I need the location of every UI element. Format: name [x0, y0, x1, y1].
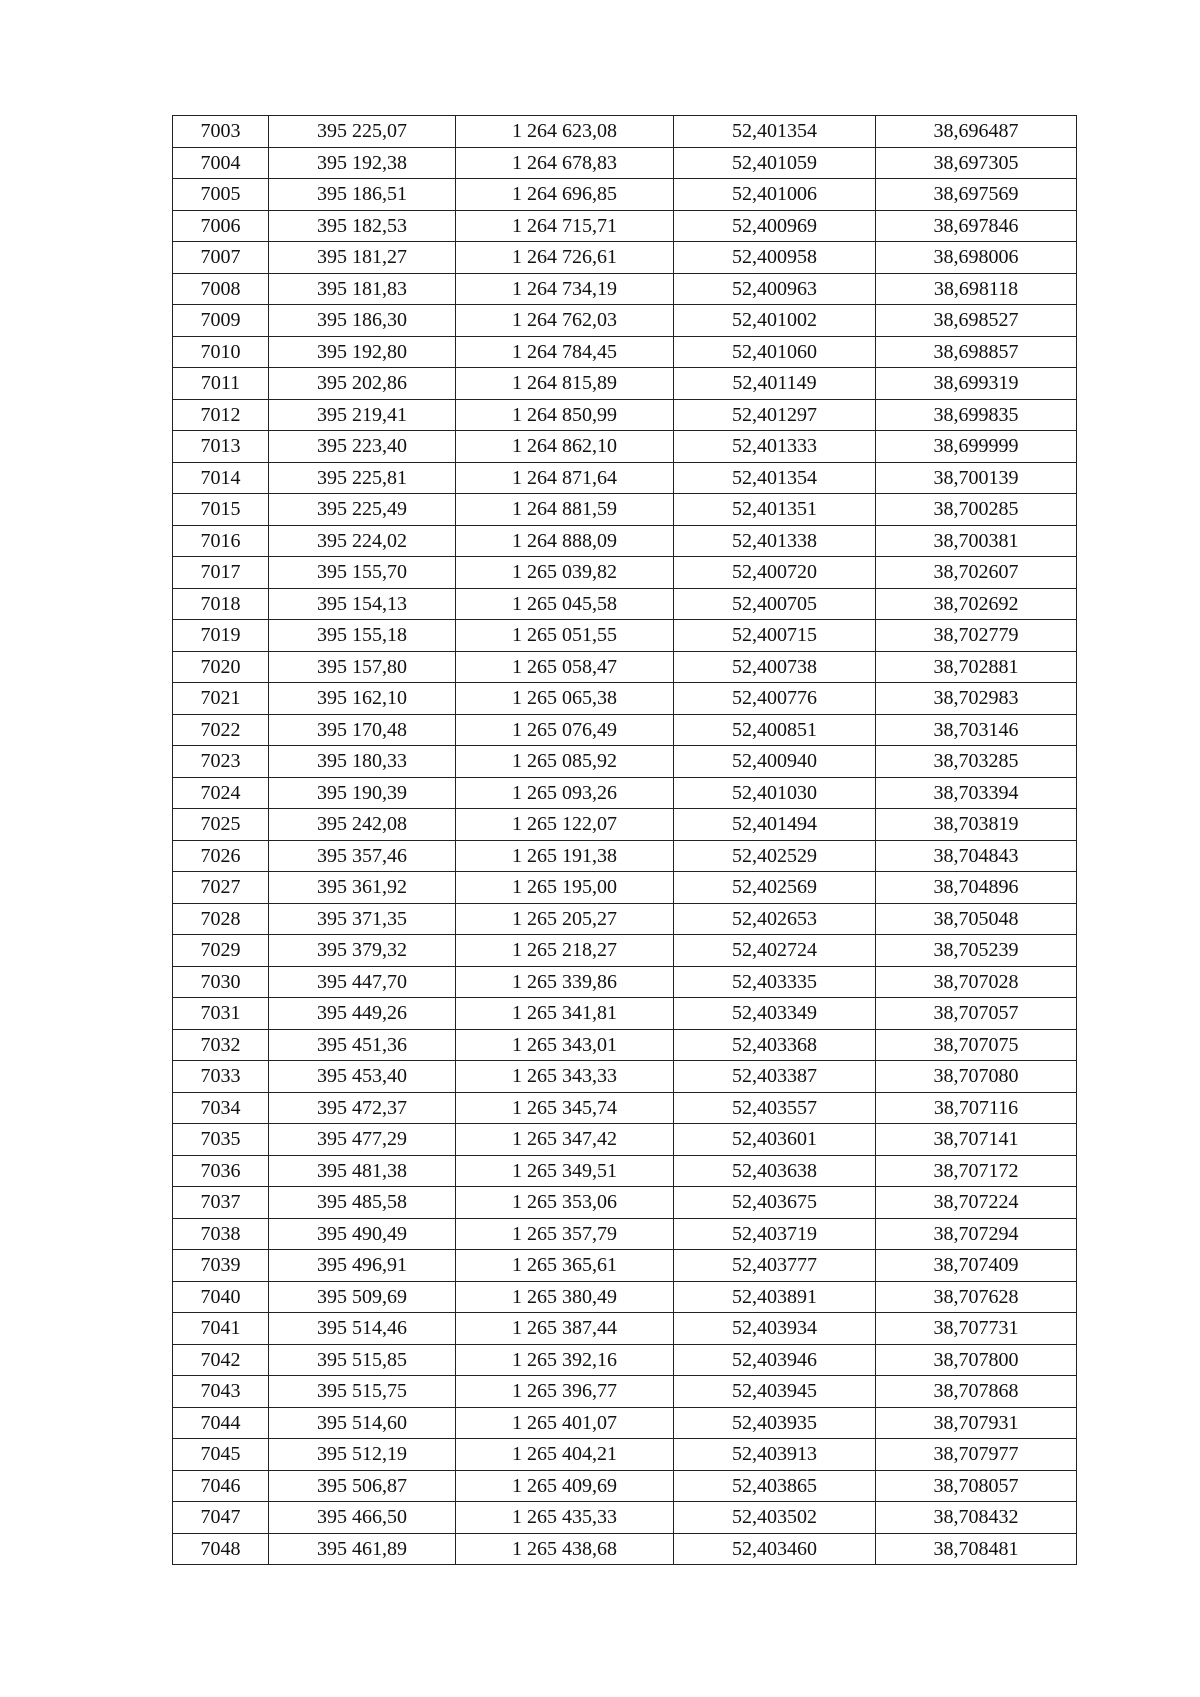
longitude-cell: 38,708481: [876, 1533, 1077, 1565]
longitude-cell: 38,707931: [876, 1407, 1077, 1439]
longitude-cell: 38,696487: [876, 116, 1077, 148]
y-coordinate-cell: 1 264 850,99: [456, 399, 674, 431]
table-row: [173, 525, 1077, 557]
y-coordinate-cell: 1 265 357,79: [456, 1218, 674, 1250]
table-row: [173, 147, 1077, 179]
table-row: [173, 1407, 1077, 1439]
y-coordinate-cell: 1 265 122,07: [456, 809, 674, 841]
table-row: [173, 746, 1077, 778]
x-coordinate-cell: 395 181,83: [269, 273, 456, 305]
point-number-cell: 7036: [173, 1155, 269, 1187]
point-number-cell: 7033: [173, 1061, 269, 1093]
point-number-cell: 7047: [173, 1502, 269, 1534]
longitude-cell: 38,702692: [876, 588, 1077, 620]
x-coordinate-cell: 395 515,75: [269, 1376, 456, 1408]
point-number-cell: 7003: [173, 116, 269, 148]
longitude-cell: 38,703819: [876, 809, 1077, 841]
table-row: [173, 1092, 1077, 1124]
point-number-cell: 7048: [173, 1533, 269, 1565]
latitude-cell: 52,400715: [674, 620, 876, 652]
point-number-cell: 7023: [173, 746, 269, 778]
latitude-cell: 52,402569: [674, 872, 876, 904]
y-coordinate-cell: 1 265 341,81: [456, 998, 674, 1030]
x-coordinate-cell: 395 225,81: [269, 462, 456, 494]
longitude-cell: 38,707731: [876, 1313, 1077, 1345]
latitude-cell: 52,403335: [674, 966, 876, 998]
y-coordinate-cell: 1 265 380,49: [456, 1281, 674, 1313]
x-coordinate-cell: 395 485,58: [269, 1187, 456, 1219]
x-coordinate-cell: 395 186,51: [269, 179, 456, 211]
coordinates-table: [172, 115, 1077, 1565]
x-coordinate-cell: 395 225,49: [269, 494, 456, 526]
point-number-cell: 7005: [173, 179, 269, 211]
table-row: [173, 1124, 1077, 1156]
y-coordinate-cell: 1 265 085,92: [456, 746, 674, 778]
point-number-cell: 7028: [173, 903, 269, 935]
x-coordinate-cell: 395 512,19: [269, 1439, 456, 1471]
latitude-cell: 52,401333: [674, 431, 876, 463]
y-coordinate-cell: 1 265 409,69: [456, 1470, 674, 1502]
point-number-cell: 7015: [173, 494, 269, 526]
point-number-cell: 7031: [173, 998, 269, 1030]
longitude-cell: 38,699999: [876, 431, 1077, 463]
x-coordinate-cell: 395 453,40: [269, 1061, 456, 1093]
y-coordinate-cell: 1 265 065,38: [456, 683, 674, 715]
latitude-cell: 52,401354: [674, 462, 876, 494]
x-coordinate-cell: 395 154,13: [269, 588, 456, 620]
y-coordinate-cell: 1 265 438,68: [456, 1533, 674, 1565]
x-coordinate-cell: 395 514,46: [269, 1313, 456, 1345]
table-row: [173, 651, 1077, 683]
y-coordinate-cell: 1 265 093,26: [456, 777, 674, 809]
point-number-cell: 7017: [173, 557, 269, 589]
latitude-cell: 52,401338: [674, 525, 876, 557]
x-coordinate-cell: 395 202,86: [269, 368, 456, 400]
point-number-cell: 7037: [173, 1187, 269, 1219]
table-row: [173, 683, 1077, 715]
point-number-cell: 7025: [173, 809, 269, 841]
point-number-cell: 7046: [173, 1470, 269, 1502]
longitude-cell: 38,707800: [876, 1344, 1077, 1376]
x-coordinate-cell: 395 449,26: [269, 998, 456, 1030]
x-coordinate-cell: 395 170,48: [269, 714, 456, 746]
table-row: [173, 903, 1077, 935]
table-row: [173, 1061, 1077, 1093]
x-coordinate-cell: 395 379,32: [269, 935, 456, 967]
x-coordinate-cell: 395 223,40: [269, 431, 456, 463]
x-coordinate-cell: 395 357,46: [269, 840, 456, 872]
point-number-cell: 7016: [173, 525, 269, 557]
x-coordinate-cell: 395 466,50: [269, 1502, 456, 1534]
latitude-cell: 52,403719: [674, 1218, 876, 1250]
y-coordinate-cell: 1 264 815,89: [456, 368, 674, 400]
table-row: [173, 210, 1077, 242]
longitude-cell: 38,707868: [876, 1376, 1077, 1408]
y-coordinate-cell: 1 265 349,51: [456, 1155, 674, 1187]
longitude-cell: 38,702881: [876, 651, 1077, 683]
table-row: [173, 336, 1077, 368]
longitude-cell: 38,708432: [876, 1502, 1077, 1534]
x-coordinate-cell: 395 219,41: [269, 399, 456, 431]
longitude-cell: 38,703146: [876, 714, 1077, 746]
point-number-cell: 7018: [173, 588, 269, 620]
longitude-cell: 38,702983: [876, 683, 1077, 715]
point-number-cell: 7034: [173, 1092, 269, 1124]
point-number-cell: 7021: [173, 683, 269, 715]
coordinates-table-body: [173, 116, 1077, 1565]
longitude-cell: 38,707141: [876, 1124, 1077, 1156]
x-coordinate-cell: 395 155,70: [269, 557, 456, 589]
latitude-cell: 52,403557: [674, 1092, 876, 1124]
point-number-cell: 7004: [173, 147, 269, 179]
latitude-cell: 52,403945: [674, 1376, 876, 1408]
table-row: [173, 116, 1077, 148]
longitude-cell: 38,699835: [876, 399, 1077, 431]
x-coordinate-cell: 395 371,35: [269, 903, 456, 935]
x-coordinate-cell: 395 472,37: [269, 1092, 456, 1124]
longitude-cell: 38,698527: [876, 305, 1077, 337]
x-coordinate-cell: 395 162,10: [269, 683, 456, 715]
table-row: [173, 1218, 1077, 1250]
latitude-cell: 52,401030: [674, 777, 876, 809]
y-coordinate-cell: 1 264 784,45: [456, 336, 674, 368]
y-coordinate-cell: 1 264 623,08: [456, 116, 674, 148]
latitude-cell: 52,403368: [674, 1029, 876, 1061]
longitude-cell: 38,700139: [876, 462, 1077, 494]
y-coordinate-cell: 1 265 051,55: [456, 620, 674, 652]
y-coordinate-cell: 1 265 404,21: [456, 1439, 674, 1471]
x-coordinate-cell: 395 224,02: [269, 525, 456, 557]
y-coordinate-cell: 1 265 387,44: [456, 1313, 674, 1345]
longitude-cell: 38,703394: [876, 777, 1077, 809]
table-row: [173, 1187, 1077, 1219]
longitude-cell: 38,707080: [876, 1061, 1077, 1093]
y-coordinate-cell: 1 265 343,33: [456, 1061, 674, 1093]
table-row: [173, 462, 1077, 494]
point-number-cell: 7030: [173, 966, 269, 998]
point-number-cell: 7043: [173, 1376, 269, 1408]
latitude-cell: 52,402653: [674, 903, 876, 935]
y-coordinate-cell: 1 264 762,03: [456, 305, 674, 337]
x-coordinate-cell: 395 451,36: [269, 1029, 456, 1061]
longitude-cell: 38,708057: [876, 1470, 1077, 1502]
y-coordinate-cell: 1 265 353,06: [456, 1187, 674, 1219]
y-coordinate-cell: 1 265 045,58: [456, 588, 674, 620]
longitude-cell: 38,707977: [876, 1439, 1077, 1471]
x-coordinate-cell: 395 490,49: [269, 1218, 456, 1250]
point-number-cell: 7008: [173, 273, 269, 305]
y-coordinate-cell: 1 265 039,82: [456, 557, 674, 589]
point-number-cell: 7027: [173, 872, 269, 904]
point-number-cell: 7032: [173, 1029, 269, 1061]
table-row: [173, 1250, 1077, 1282]
longitude-cell: 38,704896: [876, 872, 1077, 904]
x-coordinate-cell: 395 192,80: [269, 336, 456, 368]
longitude-cell: 38,707628: [876, 1281, 1077, 1313]
latitude-cell: 52,400940: [674, 746, 876, 778]
point-number-cell: 7024: [173, 777, 269, 809]
latitude-cell: 52,401351: [674, 494, 876, 526]
longitude-cell: 38,707294: [876, 1218, 1077, 1250]
latitude-cell: 52,400720: [674, 557, 876, 589]
table-row: [173, 494, 1077, 526]
y-coordinate-cell: 1 264 888,09: [456, 525, 674, 557]
longitude-cell: 38,707116: [876, 1092, 1077, 1124]
y-coordinate-cell: 1 265 339,86: [456, 966, 674, 998]
point-number-cell: 7041: [173, 1313, 269, 1345]
point-number-cell: 7014: [173, 462, 269, 494]
latitude-cell: 52,403913: [674, 1439, 876, 1471]
y-coordinate-cell: 1 265 345,74: [456, 1092, 674, 1124]
latitude-cell: 52,400963: [674, 273, 876, 305]
y-coordinate-cell: 1 265 392,16: [456, 1344, 674, 1376]
table-row: [173, 1502, 1077, 1534]
table-row: [173, 620, 1077, 652]
point-number-cell: 7026: [173, 840, 269, 872]
latitude-cell: 52,400738: [674, 651, 876, 683]
table-row: [173, 1313, 1077, 1345]
longitude-cell: 38,707028: [876, 966, 1077, 998]
longitude-cell: 38,707172: [876, 1155, 1077, 1187]
longitude-cell: 38,697569: [876, 179, 1077, 211]
table-row: [173, 1344, 1077, 1376]
latitude-cell: 52,403946: [674, 1344, 876, 1376]
latitude-cell: 52,403891: [674, 1281, 876, 1313]
point-number-cell: 7029: [173, 935, 269, 967]
latitude-cell: 52,402529: [674, 840, 876, 872]
table-row: [173, 588, 1077, 620]
point-number-cell: 7045: [173, 1439, 269, 1471]
table-row: [173, 273, 1077, 305]
latitude-cell: 52,403777: [674, 1250, 876, 1282]
point-number-cell: 7007: [173, 242, 269, 274]
point-number-cell: 7013: [173, 431, 269, 463]
point-number-cell: 7012: [173, 399, 269, 431]
point-number-cell: 7035: [173, 1124, 269, 1156]
point-number-cell: 7040: [173, 1281, 269, 1313]
longitude-cell: 38,697846: [876, 210, 1077, 242]
latitude-cell: 52,400969: [674, 210, 876, 242]
latitude-cell: 52,403460: [674, 1533, 876, 1565]
x-coordinate-cell: 395 509,69: [269, 1281, 456, 1313]
latitude-cell: 52,403638: [674, 1155, 876, 1187]
longitude-cell: 38,700285: [876, 494, 1077, 526]
x-coordinate-cell: 395 155,18: [269, 620, 456, 652]
x-coordinate-cell: 395 447,70: [269, 966, 456, 998]
latitude-cell: 52,403865: [674, 1470, 876, 1502]
x-coordinate-cell: 395 514,60: [269, 1407, 456, 1439]
table-row: [173, 368, 1077, 400]
latitude-cell: 52,401149: [674, 368, 876, 400]
table-row: [173, 557, 1077, 589]
point-number-cell: 7019: [173, 620, 269, 652]
x-coordinate-cell: 395 242,08: [269, 809, 456, 841]
latitude-cell: 52,400776: [674, 683, 876, 715]
longitude-cell: 38,700381: [876, 525, 1077, 557]
latitude-cell: 52,400851: [674, 714, 876, 746]
longitude-cell: 38,698006: [876, 242, 1077, 274]
latitude-cell: 52,401059: [674, 147, 876, 179]
point-number-cell: 7011: [173, 368, 269, 400]
table-row: [173, 840, 1077, 872]
longitude-cell: 38,707409: [876, 1250, 1077, 1282]
point-number-cell: 7020: [173, 651, 269, 683]
y-coordinate-cell: 1 264 696,85: [456, 179, 674, 211]
y-coordinate-cell: 1 265 205,27: [456, 903, 674, 935]
y-coordinate-cell: 1 264 881,59: [456, 494, 674, 526]
point-number-cell: 7038: [173, 1218, 269, 1250]
table-row: [173, 431, 1077, 463]
x-coordinate-cell: 395 180,33: [269, 746, 456, 778]
longitude-cell: 38,698857: [876, 336, 1077, 368]
y-coordinate-cell: 1 264 715,71: [456, 210, 674, 242]
longitude-cell: 38,704843: [876, 840, 1077, 872]
x-coordinate-cell: 395 157,80: [269, 651, 456, 683]
longitude-cell: 38,698118: [876, 273, 1077, 305]
latitude-cell: 52,401060: [674, 336, 876, 368]
point-number-cell: 7022: [173, 714, 269, 746]
x-coordinate-cell: 395 361,92: [269, 872, 456, 904]
table-row: [173, 777, 1077, 809]
latitude-cell: 52,401006: [674, 179, 876, 211]
latitude-cell: 52,400958: [674, 242, 876, 274]
y-coordinate-cell: 1 265 058,47: [456, 651, 674, 683]
latitude-cell: 52,401002: [674, 305, 876, 337]
longitude-cell: 38,707224: [876, 1187, 1077, 1219]
longitude-cell: 38,705239: [876, 935, 1077, 967]
table-row: [173, 998, 1077, 1030]
y-coordinate-cell: 1 265 396,77: [456, 1376, 674, 1408]
table-row: [173, 809, 1077, 841]
table-row: [173, 1439, 1077, 1471]
y-coordinate-cell: 1 264 734,19: [456, 273, 674, 305]
table-row: [173, 1281, 1077, 1313]
longitude-cell: 38,699319: [876, 368, 1077, 400]
x-coordinate-cell: 395 481,38: [269, 1155, 456, 1187]
x-coordinate-cell: 395 225,07: [269, 116, 456, 148]
longitude-cell: 38,702607: [876, 557, 1077, 589]
latitude-cell: 52,403387: [674, 1061, 876, 1093]
table-row: [173, 1155, 1077, 1187]
table-row: [173, 242, 1077, 274]
x-coordinate-cell: 395 461,89: [269, 1533, 456, 1565]
x-coordinate-cell: 395 190,39: [269, 777, 456, 809]
y-coordinate-cell: 1 265 347,42: [456, 1124, 674, 1156]
x-coordinate-cell: 395 192,38: [269, 147, 456, 179]
latitude-cell: 52,403349: [674, 998, 876, 1030]
latitude-cell: 52,403934: [674, 1313, 876, 1345]
x-coordinate-cell: 395 182,53: [269, 210, 456, 242]
latitude-cell: 52,403935: [674, 1407, 876, 1439]
longitude-cell: 38,705048: [876, 903, 1077, 935]
x-coordinate-cell: 395 477,29: [269, 1124, 456, 1156]
y-coordinate-cell: 1 264 862,10: [456, 431, 674, 463]
y-coordinate-cell: 1 265 218,27: [456, 935, 674, 967]
point-number-cell: 7009: [173, 305, 269, 337]
latitude-cell: 52,402724: [674, 935, 876, 967]
longitude-cell: 38,702779: [876, 620, 1077, 652]
latitude-cell: 52,401494: [674, 809, 876, 841]
table-row: [173, 966, 1077, 998]
y-coordinate-cell: 1 264 871,64: [456, 462, 674, 494]
y-coordinate-cell: 1 264 726,61: [456, 242, 674, 274]
table-row: [173, 1470, 1077, 1502]
latitude-cell: 52,400705: [674, 588, 876, 620]
latitude-cell: 52,401297: [674, 399, 876, 431]
table-row: [173, 714, 1077, 746]
y-coordinate-cell: 1 265 365,61: [456, 1250, 674, 1282]
table-row: [173, 305, 1077, 337]
table-row: [173, 1533, 1077, 1565]
y-coordinate-cell: 1 265 191,38: [456, 840, 674, 872]
y-coordinate-cell: 1 265 435,33: [456, 1502, 674, 1534]
longitude-cell: 38,707057: [876, 998, 1077, 1030]
y-coordinate-cell: 1 264 678,83: [456, 147, 674, 179]
point-number-cell: 7044: [173, 1407, 269, 1439]
y-coordinate-cell: 1 265 343,01: [456, 1029, 674, 1061]
table-row: [173, 1376, 1077, 1408]
y-coordinate-cell: 1 265 195,00: [456, 872, 674, 904]
point-number-cell: 7039: [173, 1250, 269, 1282]
latitude-cell: 52,403502: [674, 1502, 876, 1534]
point-number-cell: 7006: [173, 210, 269, 242]
latitude-cell: 52,403601: [674, 1124, 876, 1156]
table-row: [173, 399, 1077, 431]
point-number-cell: 7042: [173, 1344, 269, 1376]
x-coordinate-cell: 395 506,87: [269, 1470, 456, 1502]
longitude-cell: 38,703285: [876, 746, 1077, 778]
longitude-cell: 38,697305: [876, 147, 1077, 179]
table-row: [173, 179, 1077, 211]
y-coordinate-cell: 1 265 401,07: [456, 1407, 674, 1439]
x-coordinate-cell: 395 186,30: [269, 305, 456, 337]
point-number-cell: 7010: [173, 336, 269, 368]
x-coordinate-cell: 395 181,27: [269, 242, 456, 274]
latitude-cell: 52,403675: [674, 1187, 876, 1219]
x-coordinate-cell: 395 515,85: [269, 1344, 456, 1376]
x-coordinate-cell: 395 496,91: [269, 1250, 456, 1282]
table-row: [173, 872, 1077, 904]
table-row: [173, 935, 1077, 967]
latitude-cell: 52,401354: [674, 116, 876, 148]
y-coordinate-cell: 1 265 076,49: [456, 714, 674, 746]
longitude-cell: 38,707075: [876, 1029, 1077, 1061]
table-row: [173, 1029, 1077, 1061]
